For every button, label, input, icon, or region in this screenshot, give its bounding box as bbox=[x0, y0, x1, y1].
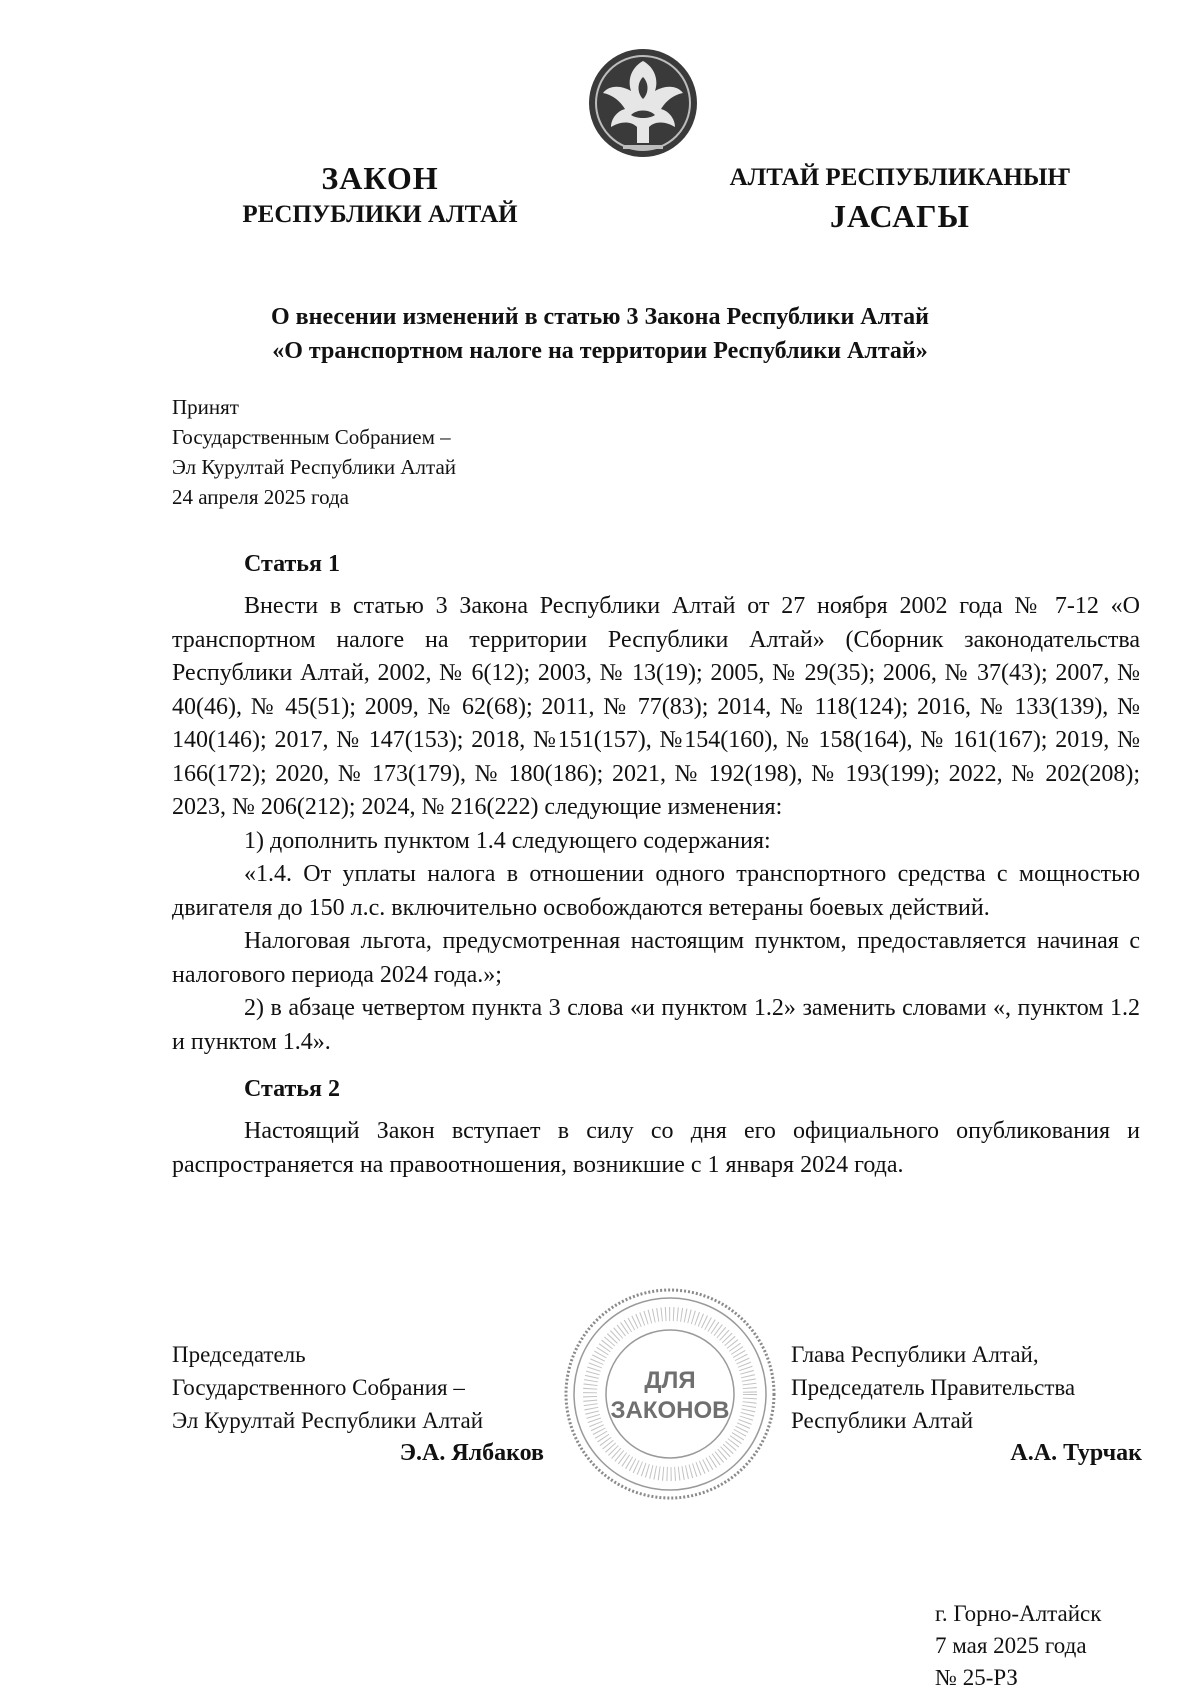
official-stamp bbox=[562, 1286, 778, 1502]
signature-right-line-2: Председатель Правительства bbox=[791, 1375, 1076, 1400]
header-left-subtitle: РЕСПУБЛИКИ АЛТАЙ bbox=[242, 201, 518, 228]
law-title-line-2: «О транспортном налоге на территории Республики Алтай» bbox=[272, 338, 928, 364]
article-1-heading: Статья 1 bbox=[244, 551, 340, 577]
article-2-paragraph-1: Настоящий Закон вступает в силу со дня его официального опубликования и распространяется на правоотношения, возникшие с 1 января 2024 года. bbox=[172, 1118, 1140, 1178]
stamp-line-1: ДЛЯ bbox=[644, 1367, 696, 1394]
law-number: № 25-РЗ bbox=[935, 1665, 1018, 1690]
signature-right-line-3: Республики Алтай bbox=[791, 1408, 974, 1433]
article-2-heading: Статья 2 bbox=[244, 1076, 340, 1102]
adoption-line-1: Принят bbox=[172, 395, 239, 419]
adoption-date: 24 апреля 2025 года bbox=[172, 485, 349, 509]
place-city: г. Горно-Алтайск bbox=[935, 1601, 1102, 1626]
header-right-subtitle: JАСАГЫ bbox=[830, 198, 970, 234]
law-title bbox=[150, 300, 1050, 368]
coat-of-arms-emblem bbox=[587, 47, 699, 159]
article-1-paragraph-5: 2) в абзаце четвертом пункта 3 слова «и пунктом 1.2» заменить словами «, пунктом 1.2 и пунктом 1.4». bbox=[172, 995, 1140, 1055]
place-date-number bbox=[935, 1598, 1101, 1694]
signature-left bbox=[172, 1338, 544, 1470]
place-date: 7 мая 2025 года bbox=[935, 1633, 1087, 1658]
signature-left-name: Э.А. Ялбаков bbox=[399, 1440, 544, 1466]
article-1-paragraph-1: Внести в статью 3 Закона Республики Алтай от 27 ноября 2002 года № 7-12 «О транспортном налоге на территории Республики Алтай» (Сборник законодательства Республики Алтай, 2002, № 6(12); 2003, № 13(19); 2005, № 29(35); 2006, № 37(43); 2007, № 40(46), № 45(51); 2009, № 62(68); 2011, № 77(83); 2014, № 118(124); 2016, № 133(139), № 140(146); 2017, № 147(153); 2018, №151(157), №154(160), № 158(164), № 161(167); 2019, № 166(172); 2020, № 173(179), № 180(186); 2021, № 192(198), № 193(199); 2022, № 202(208); 2023, № 206(212); 2024, № 216(222) следующие изменения: bbox=[172, 593, 1140, 820]
signature-left-line-3: Эл Курултай Республики Алтай bbox=[172, 1408, 484, 1433]
signature-left-line-1: Председатель bbox=[172, 1342, 306, 1367]
law-body bbox=[172, 548, 1140, 1182]
signature-left-line-2: Государственного Собрания – bbox=[172, 1375, 465, 1400]
header-right-title: АЛТАЙ РЕСПУБЛИКАНЫҤ bbox=[729, 164, 1071, 191]
signature-right-line-1: Глава Республики Алтай, bbox=[791, 1342, 1039, 1367]
header-left-title: ЗАКОН bbox=[321, 160, 439, 196]
signature-right-name: А.А. Турчак bbox=[1010, 1440, 1142, 1466]
adoption-info bbox=[172, 392, 456, 512]
signature-right bbox=[791, 1338, 1142, 1470]
header-left bbox=[210, 158, 550, 232]
article-1-paragraph-2: 1) дополнить пунктом 1.4 следующего содержания: bbox=[244, 827, 771, 854]
article-1-paragraph-3: «1.4. От уплаты налога в отношении одного транспортного средства с мощностью двигателя до 150 л.с. включительно освобождаются ветераны боевых действий. bbox=[172, 861, 1140, 921]
article-1-paragraph-4: Налоговая льгота, предусмотренная настоящим пунктом, предоставляется начиная с налогового периода 2024 года.»; bbox=[172, 928, 1140, 988]
law-title-line-1: О внесении изменений в статью 3 Закона Республики Алтай bbox=[271, 304, 929, 330]
adoption-line-3: Эл Курултай Республики Алтай bbox=[172, 455, 457, 479]
stamp-line-2: ЗАКОНОВ bbox=[610, 1397, 730, 1424]
adoption-line-2: Государственным Собранием – bbox=[172, 425, 451, 449]
header-right bbox=[710, 158, 1090, 234]
